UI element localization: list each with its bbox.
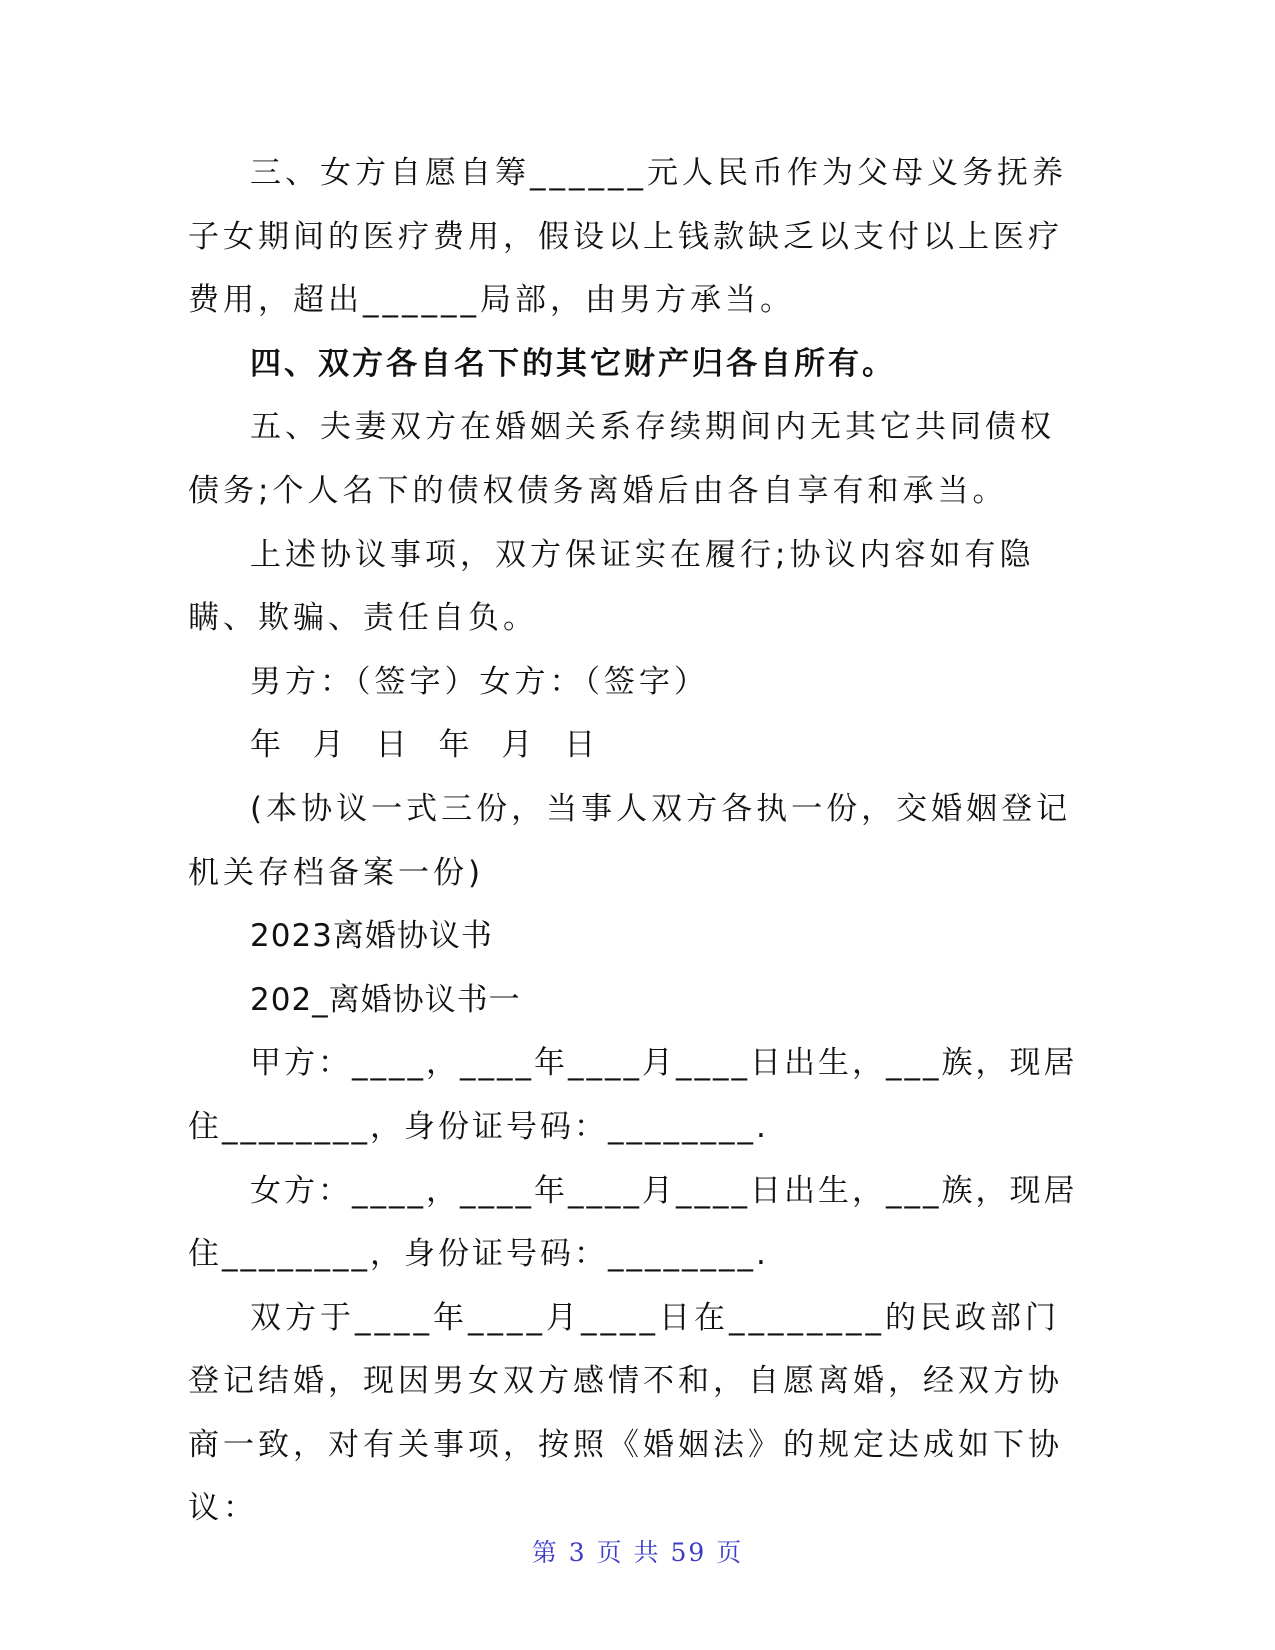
- paragraph-separate-property: 四、双方各自名下的其它财产归各自所有。: [250, 345, 896, 382]
- document-body: [188, 142, 1083, 1541]
- page-number-footer: 第 3 页 共 59 页: [531, 1538, 744, 1567]
- date-line: 年 月 日 年 月 日: [250, 727, 600, 764]
- paragraph-marriage-registration: 双方于____年____月____日在________的民政部门登记结婚，现因男女双方感情不和，自愿离婚，经双方协商一致，对有关事项，按照《婚姻法》的规定达成如下协议：: [188, 1299, 1063, 1527]
- paragraph-child-medical-costs: 三、女方自愿自筹______元人民币作为父母义务抚养子女期间的医疗费用，假设以上钱款缺乏以支付以上医疗费用，超出______局部，由男方承当。: [188, 155, 1067, 319]
- paragraph-guarantee: 上述协议事项，双方保证实在履行;协议内容如有隐瞒、欺骗、责任自负。: [188, 536, 1035, 637]
- party-b-info: 女方：____，____年____月____日出生，___族，现居住________，身份证号码：________.: [188, 1172, 1078, 1273]
- paragraph-copies-note: (本协议一式三份，当事人双方各执一份，交婚姻登记机关存档备案一份): [188, 790, 1072, 891]
- paragraph-debts: 五、夫妻双方在婚姻关系存续期间内无其它共同债权债务;个人名下的债权债务离婚后由各自享有和承当。: [188, 409, 1055, 509]
- subsection-title: 202_离婚协议书一: [250, 981, 521, 1018]
- section-title: 2023离婚协议书: [250, 918, 493, 955]
- signature-line: 男方：（签字）女方：（签字）: [250, 663, 709, 700]
- party-a-info: 甲方：____，____年____月____日出生，___族，现居住________，身份证号码：________.: [188, 1045, 1078, 1145]
